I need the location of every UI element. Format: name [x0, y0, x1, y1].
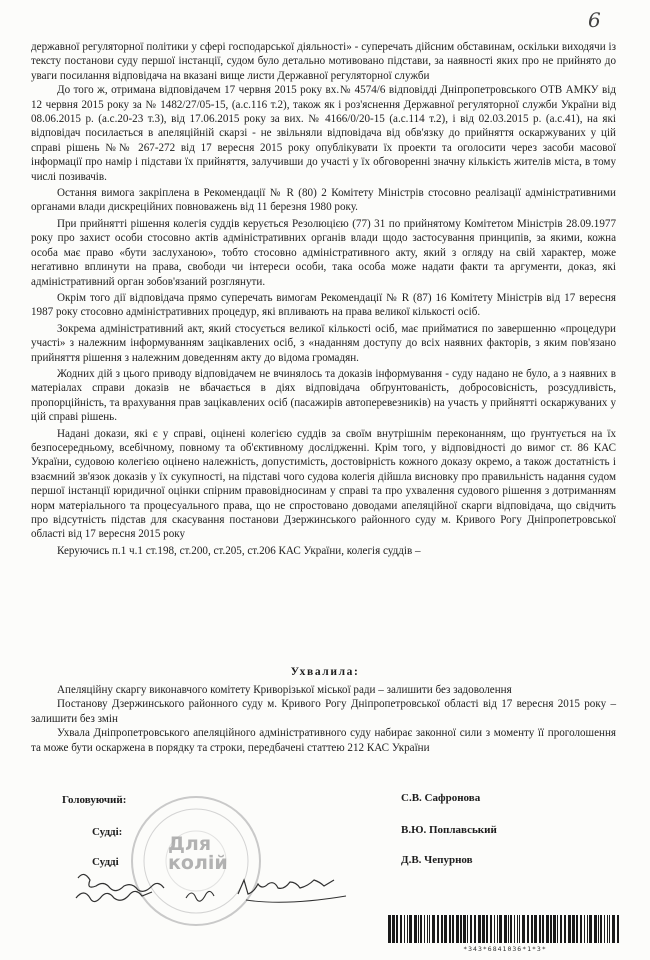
ruling-text: [31, 683, 616, 755]
paragraph: При прийнятті рішення колегія суддів керується Резолюцією (77) 31 по прийнятому Комітетом Міністрів 28.09.1977 року про захист особи стосовно актів адміністративних органів влади щодо застосування принципів, за якими, кожна особа має право «бути заслуханою», тобто стосовно адміністративного акту, який з огляду на свій характер, може негативно вплинути на права, свободи чи інтереси особи, така особа може надати факти та аргументи, доказ, які адміністративний орган зобов'язаний розглянути.: [31, 217, 616, 288]
body-text: [31, 40, 616, 558]
stamp-text: Для колій: [168, 833, 228, 874]
ruling-item: Апеляційну скаргу виконавчого комітету Криворізької міської ради – залишити без задоволення: [57, 684, 512, 696]
judge-name: В.Ю. Поплавський: [401, 824, 497, 836]
ruling-item: Постанову Дзержинського районного суду м. Кривого Рогу Дніпропетровської області від 17 вересня 2015 року – залишити без змін: [31, 698, 616, 725]
judge-name: Д.В. Чепурнов: [401, 854, 473, 866]
paragraph: Остання вимога закріплена в Рекомендації № R (80) 2 Комітету Міністрів стосовно реалізації адміністративними органами влади дискреційних повноважень від 11 березня 1980 року.: [31, 187, 616, 214]
barcode: [386, 915, 624, 951]
ruling-heading: Ухвалила:: [290, 666, 360, 678]
handwritten-signatures-icon: [70, 868, 370, 920]
presiding-judge-name: С.В. Сафронова: [401, 792, 481, 804]
barcode-number: *343*6841036*1*3*: [463, 945, 547, 953]
paragraph: Жодних дій з цього приводу відповідачем не вчинялось та доказів інформування - суду надано не було, а з наявних в матеріалах справи доказів не вбачається в діях відповідача обґрунтованість, добросовісність, розсудливість, пропорційність, та врахування прав зацікавлених осіб (пасажирів автоперевезників) на участь у прийнятті оскаржуваних у цій справі рішень.: [31, 367, 616, 424]
paragraph: Зокрема адміністративний акт, який стосується великої кількості осіб, має прийматися по завершенню «процедури участі» з належним інформуванням зацікавлених осіб, з «наданням доступу до всіх наявних факторів, з яким пов'язано прийняття рішення з належним доведенням акту до відома громадян.: [31, 322, 616, 364]
presiding-label: Головуючий:: [62, 794, 127, 806]
paragraph: Надані докази, які є у справі, оцінені колегією суддів за своїм внутрішнім переконанням, що ґрунтується на їх безпосередньому, всебічному, повному та об'єктивному дослідженні. Крім того, у відповідності до вимог ст. 86 КАС України, судовою колегією оцінено належність, допустимість, достовірність кожного доказу окремо, а також достатність і взаємний зв'язок доказів у їх сукупності, на підставі чого судова колегія дійшла висновку про правильність надання судом першої інстанції юридичної оцінки спірним правовідносинам у справі та про ухвалення судового рішення з дотриманням норм матеріального та процесуального права, що не спростовано доводами апеляційної скарги відповідача, що свідчить про відсутність підстав для скасування постанови Дзержинського районного суду м. Кривого Рогу Дніпропетровської області від 17 вересня 2015 року: [31, 427, 616, 541]
ruling-item: Ухвала Дніпропетровського апеляційного адміністративного суду набирає законної сили з моменту її проголошення та може бути оскаржена в порядку та строки, передбачені статтею 212 КАС України: [31, 727, 616, 754]
paragraph: До того ж, отримана відповідачем 17 червня 2015 року вх.№ 4574/6 відповідді Дніпропетровського ОТВ АМКУ від 12 червня 2015 року за № 1482/27/05-15, (а.с.116 т.2), також як і роз'яснення Державної регуляторної служби України від 08.06.2015 р. (а.с.20-23 т.3), від 17.06.2015 року за вих. № 4166/0/20-15 (а.с.114 т.2), і від 02.03.2015 р. (а.с.41), на які відповідач посилається в апеляційній скарзі - не звільняли відповідача від обв'язку до прийняття оскаржуваних у цій справі рішень №№ 267-272 від 17 вересня 2015 року опублікувати їх проекти та оголосити через засоби масової інформації про намір і підстави їх прийняття, залучивши до участі у їх обговоренні значну кількість жителів міста, в тому числі позивачів.: [31, 84, 616, 183]
paragraph: Окрім того дії відповідача прямо суперечать вимогам Рекомендації № R (87) 16 Комітету Міністрів від 17 вересня 1987 року стосовно адміністративних процедур, які впливають на права великої кількості осіб.: [31, 291, 616, 319]
judges-label-second: Судді: [92, 856, 119, 868]
barcode-icon: [386, 915, 624, 943]
handwritten-page-number: 6: [588, 8, 601, 32]
paragraph: Керуючись п.1 ч.1 ст.198, ст.200, ст.205, ст.206 КАС України, колегія суддів –: [57, 544, 421, 557]
paragraph: державної регуляторної політики у сфері господарської діяльності» - суперечать дійсним обставинам, оскільки виходячи із тексту постанови суду першої інстанції, судом було детально мотивовано підстави, за наявності яких про не прийнято до уваги посилання відповідача на вказані вище листи Державної регуляторної служби: [31, 41, 616, 82]
judges-label: Судді:: [92, 826, 123, 838]
